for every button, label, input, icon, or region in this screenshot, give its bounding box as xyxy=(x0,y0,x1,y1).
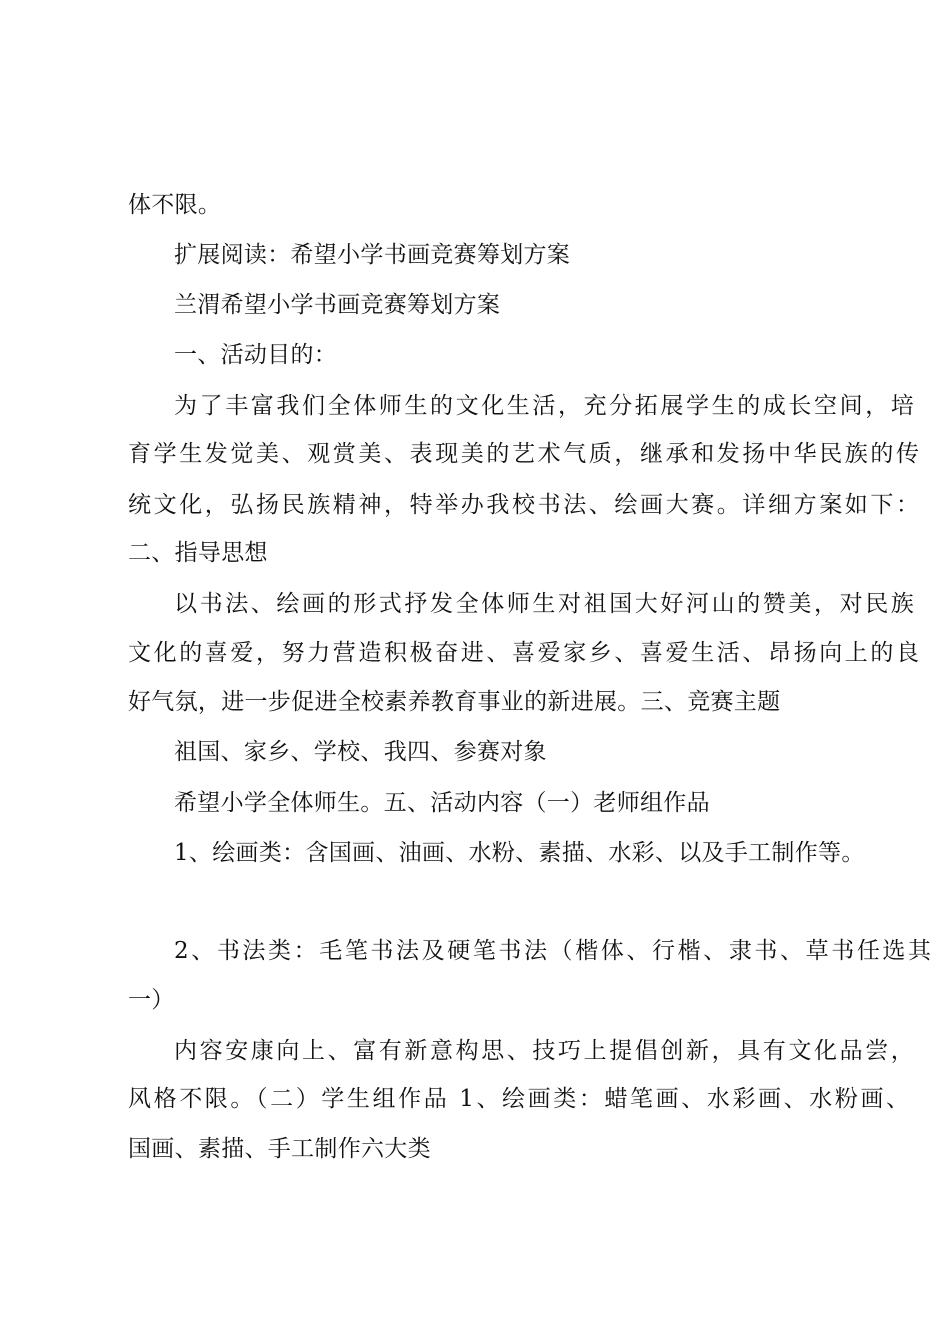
text-line: 希望小学全体师生。五、活动内容（一）老师组作品 xyxy=(174,790,710,816)
text-line: 体不限。 xyxy=(128,192,222,218)
text-line: 2、书法类：毛笔书法及硬笔书法（楷体、行楷、隶书、草书任选其 xyxy=(174,938,934,964)
section-heading: 二、指导思想 xyxy=(128,540,268,566)
text-line: 祖国、家乡、学校、我四、参赛对象 xyxy=(174,739,547,765)
text-line: 统文化，弘扬民族精神，特举办我校书法、绘画大赛。详细方案如下： xyxy=(128,492,922,518)
section-heading: 一、活动目的： xyxy=(174,342,338,368)
text-line: 1、绘画类：含国画、油画、水粉、素描、水彩、以及手工制作等。 xyxy=(174,840,865,866)
text-line: 育学生发觉美、观赏美、表现美的艺术气质，继承和发扬中华民族的传 xyxy=(128,441,922,467)
text-line: 国画、素描、手工制作六大类 xyxy=(128,1136,431,1162)
text-line: 为了丰富我们全体师生的文化生活，充分拓展学生的成长空间，培 xyxy=(174,393,917,419)
text-line: 兰渭希望小学书画竞赛筹划方案 xyxy=(174,292,501,318)
text-line: 扩展阅读：希望小学书画竞赛筹划方案 xyxy=(174,242,571,268)
text-line: 内容安康向上、富有新意构思、技巧上提倡创新，具有文化品尝， xyxy=(174,1038,917,1064)
text-line: 好气氛，进一步促进全校素养教育事业的新进展。三、竞赛主题 xyxy=(128,689,781,715)
text-line: 文化的喜爱，努力营造积极奋进、喜爱家乡、喜爱生活、昂扬向上的良 xyxy=(128,640,922,666)
text-line: 一） xyxy=(128,987,175,1013)
text-line: 以书法、绘画的形式抒发全体师生对祖国大好河山的赞美，对民族 xyxy=(174,591,917,617)
text-line: 风格不限。（二）学生组作品 1、绘画类：蜡笔画、水彩画、水粉画、 xyxy=(128,1086,912,1112)
